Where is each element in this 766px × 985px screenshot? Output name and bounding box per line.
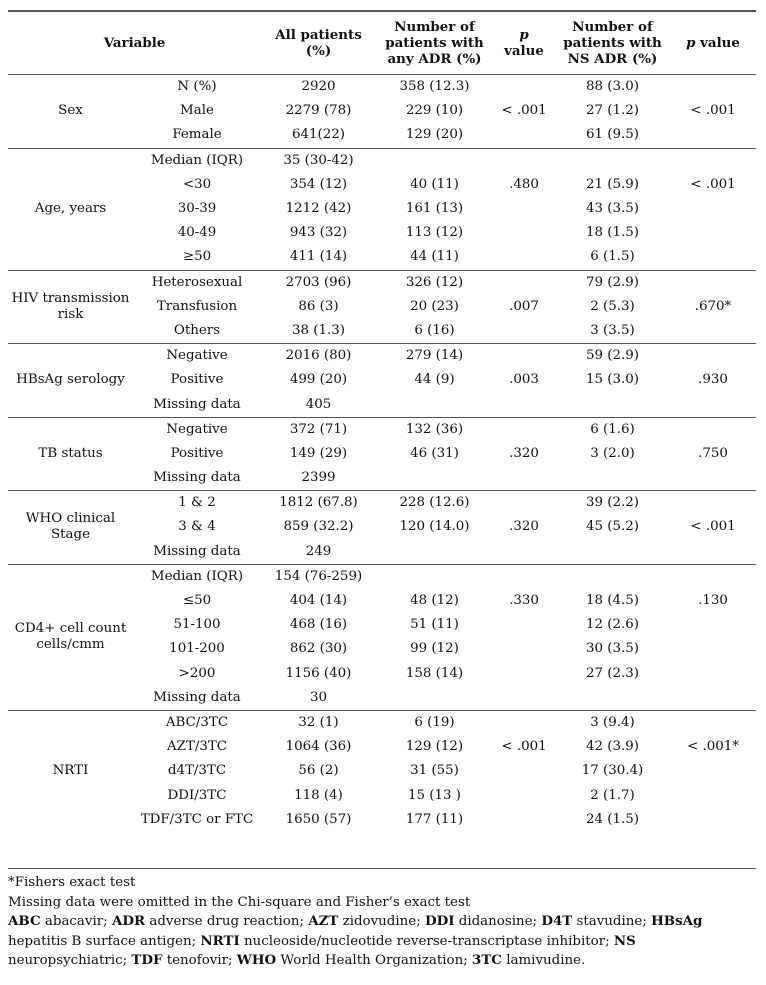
any-adr-cell: 20 (23): [410, 298, 459, 314]
ns-p-value-cell: [670, 686, 756, 711]
ns-p-value-cell: [670, 466, 756, 491]
header-variable: Variable: [8, 11, 261, 75]
all-patients-cell: 411 (14): [289, 249, 348, 265]
abbreviation-term: WHO: [236, 952, 277, 968]
ns-adr-cell: 17 (30.4): [581, 763, 644, 779]
p-value-cell: [493, 613, 555, 637]
all-patients-cell: 372 (71): [261, 417, 376, 442]
all-patients-cell: 404 (14): [289, 593, 348, 609]
ns-p-value-cell: .670*: [694, 298, 732, 314]
subcategory: <30: [182, 176, 212, 192]
abbreviation-definition: lamivudine.: [506, 953, 586, 968]
any-adr-cell: 132 (36): [376, 417, 493, 442]
ns-p-value-cell: .930: [698, 372, 728, 388]
ns-p-value-cell: [670, 613, 756, 637]
group-0: [8, 75, 756, 149]
group-7: [8, 710, 756, 831]
p-value-cell: [493, 686, 555, 711]
ns-p-value-cell: [670, 197, 756, 221]
abbreviation-definition: hepatitis B surface antigen;: [8, 933, 197, 949]
subcategory: ≥50: [182, 249, 212, 265]
abbreviation-term: TDF: [131, 952, 163, 968]
group-5: [8, 491, 756, 565]
ns-p-value-cell: [670, 662, 756, 686]
ns-adr-cell: 61 (9.5): [585, 127, 640, 143]
ns-adr-cell: 27 (1.2): [585, 103, 640, 119]
subcategory: Heterosexual: [133, 270, 261, 295]
ns-p-value-cell: .750: [698, 445, 728, 461]
all-patients-cell: 30: [309, 689, 328, 705]
subcategory: >200: [178, 665, 216, 681]
subcategory: 3 & 4: [178, 519, 216, 535]
p-value-cell: [493, 491, 555, 516]
subcategory: Transfusion: [156, 298, 238, 314]
any-adr-cell: 129 (12): [405, 739, 464, 755]
all-patients-cell: 56 (2): [298, 763, 339, 779]
ns-adr-cell: [555, 392, 670, 417]
p-value-cell: [493, 148, 555, 173]
abbreviation-definition: didanosine;: [458, 914, 538, 929]
ns-adr-cell: 3 (3.5): [590, 322, 635, 338]
p-value-word: value: [700, 35, 740, 51]
ns-adr-cell: 88 (3.0): [585, 79, 640, 95]
ns-adr-cell: [555, 686, 670, 711]
p-value-cell: .007: [509, 298, 539, 314]
any-adr-cell: 51 (11): [410, 617, 459, 633]
abbreviation-term: ABC: [8, 913, 41, 929]
ns-adr-cell: 39 (2.2): [555, 491, 670, 516]
ns-p-value-cell: [670, 148, 756, 173]
ns-adr-cell: 21 (5.9): [585, 176, 640, 192]
ns-adr-cell: 18 (1.5): [585, 225, 640, 241]
p-value-cell: [493, 466, 555, 491]
p-value-cell: .320: [509, 445, 539, 461]
ns-p-value-cell: [670, 759, 756, 783]
p-value-cell: [493, 245, 555, 270]
any-adr-cell: 46 (31): [410, 445, 459, 461]
abbreviation-term: D4T: [541, 913, 573, 929]
ns-p-value-cell: < .001: [690, 176, 736, 192]
subcategory: Missing data: [153, 470, 241, 486]
ns-p-value-cell: < .001: [690, 103, 736, 119]
ns-p-value-cell: [670, 245, 756, 270]
any-adr-cell: 113 (12): [405, 225, 464, 241]
any-adr-cell: 44 (9): [414, 372, 455, 388]
p-value-cell: [493, 75, 555, 100]
any-adr-cell: 120 (14.0): [399, 519, 470, 535]
header-all-patients: All patients (%): [261, 11, 376, 75]
any-adr-cell: 99 (12): [410, 641, 459, 657]
all-patients-cell: 1650 (57): [285, 811, 352, 827]
subcategory: Negative: [133, 344, 261, 369]
ns-p-value-cell: [670, 270, 756, 295]
subcategory: 40-49: [177, 225, 217, 241]
subcategory: Median (IQR): [133, 564, 261, 589]
all-patients-cell: 2703 (96): [261, 270, 376, 295]
subcategory: Negative: [133, 417, 261, 442]
all-patients-cell: 154 (76-259): [261, 564, 376, 589]
all-patients-cell: 38 (1.3): [291, 322, 346, 338]
p-symbol: p: [519, 27, 529, 43]
abbreviation-term: NS: [613, 932, 636, 949]
p-value-cell: [493, 319, 555, 344]
any-adr-cell: [376, 564, 493, 589]
p-value-cell: [493, 392, 555, 417]
header-any-adr: Number of patients with any ADR (%): [376, 11, 493, 75]
ns-p-value-cell: [670, 564, 756, 589]
any-adr-cell: [376, 392, 493, 417]
subcategory: Missing data: [153, 396, 241, 412]
p-value-cell: [493, 662, 555, 686]
adr-table: [8, 10, 756, 832]
abbreviation-definition: World Health Organization;: [280, 953, 468, 968]
abbreviation-term: 3TC: [472, 952, 502, 968]
ns-adr-cell: 2 (1.7): [590, 787, 635, 803]
ns-adr-cell: 3 (9.4): [555, 710, 670, 735]
p-value-cell: [493, 637, 555, 661]
ns-adr-cell: 30 (3.5): [585, 641, 640, 657]
ns-adr-cell: 45 (5.2): [585, 519, 640, 535]
subcategory: 1 & 2: [133, 491, 261, 516]
subcategory: ≤50: [182, 593, 212, 609]
abbreviation-term: HBsAg: [651, 913, 703, 929]
p-value-cell: [493, 710, 555, 735]
p-value-cell: [493, 123, 555, 148]
ns-p-value-cell: [670, 783, 756, 807]
subcategory: Missing data: [153, 543, 241, 559]
subcategory: Median (IQR): [133, 148, 261, 173]
any-adr-cell: 31 (55): [410, 763, 459, 779]
all-patients-cell: 354 (12): [289, 176, 348, 192]
ns-p-value-cell: < .001: [690, 519, 736, 535]
ns-p-value-cell: .130: [698, 593, 728, 609]
variable-label: HBsAg serology: [8, 344, 133, 418]
any-adr-cell: 48 (12): [410, 593, 459, 609]
any-adr-cell: 6 (19): [376, 710, 493, 735]
ns-adr-cell: 42 (3.9): [585, 739, 640, 755]
subcategory: Others: [173, 322, 221, 338]
variable-label: NRTI: [8, 710, 133, 831]
subcategory: DDI/3TC: [167, 787, 227, 803]
ns-adr-cell: 79 (2.9): [555, 270, 670, 295]
abbreviation-definition: neuropsychiatric;: [8, 953, 128, 968]
any-adr-cell: 229 (10): [405, 103, 464, 119]
ns-adr-cell: [555, 148, 670, 173]
p-value-word: value: [504, 43, 544, 59]
ns-p-value-cell: [670, 808, 756, 832]
ns-adr-cell: 15 (3.0): [585, 372, 640, 388]
abbreviation-definition: abacavir;: [44, 914, 108, 929]
all-patients-cell: 32 (1): [261, 710, 376, 735]
any-adr-cell: 228 (12.6): [376, 491, 493, 516]
variable-label: Age, years: [8, 148, 133, 270]
subcategory: 30-39: [177, 201, 217, 217]
subcategory: AZT/3TC: [166, 739, 228, 755]
group-1: [8, 148, 756, 270]
ns-adr-cell: [555, 466, 670, 491]
any-adr-cell: 15 (13 ): [407, 787, 462, 803]
ns-p-value-cell: [670, 344, 756, 369]
abbreviation-term: ADR: [111, 913, 146, 929]
abbreviation-term: NRTI: [200, 932, 240, 949]
abbreviation-term: DDI: [424, 913, 455, 929]
subcategory: Positive: [170, 372, 224, 388]
subcategory: 101-200: [169, 641, 225, 657]
ns-adr-cell: 2 (5.3): [590, 298, 635, 314]
p-value-cell: [493, 783, 555, 807]
variable-label: Sex: [58, 103, 83, 119]
group-4: [8, 417, 756, 491]
table-row: [8, 148, 756, 173]
ns-p-value-cell: [670, 417, 756, 442]
ns-adr-cell: [555, 564, 670, 589]
all-patients-cell: 1812 (67.8): [261, 491, 376, 516]
ns-p-value-cell: [670, 123, 756, 148]
p-value-cell: [493, 270, 555, 295]
subcategory: TDF/3TC or FTC: [140, 811, 254, 827]
all-patients-cell: 2016 (80): [261, 344, 376, 369]
ns-adr-cell: 6 (1.6): [555, 417, 670, 442]
any-adr-cell: 326 (12): [376, 270, 493, 295]
ns-p-value-cell: [670, 319, 756, 344]
any-adr-cell: [376, 540, 493, 565]
any-adr-cell: 279 (14): [376, 344, 493, 369]
all-patients-cell: 249: [305, 543, 332, 559]
ns-p-value-cell: [670, 392, 756, 417]
ns-p-value-cell: [670, 540, 756, 565]
header-p-value-2: [670, 11, 756, 75]
subcategory: N (%): [177, 79, 217, 95]
abbreviation-definition: stavudine;: [576, 914, 647, 929]
variable-label: WHO clinical Stage: [8, 491, 133, 565]
all-patients-cell: 1156 (40): [285, 665, 352, 681]
subcategory: Missing data: [153, 689, 241, 705]
p-value-cell: [493, 344, 555, 369]
ns-adr-cell: 43 (3.5): [585, 201, 640, 217]
ns-p-value-cell: < .001*: [687, 739, 739, 755]
footnote-abbreviations: [8, 912, 756, 971]
group-6: [8, 564, 756, 710]
subcategory: d4T/3TC: [167, 763, 227, 779]
table-row: [8, 344, 756, 369]
all-patients-cell: 405: [305, 396, 332, 412]
any-adr-cell: 161 (13): [405, 201, 464, 217]
footnote-missing: Missing data were omitted in the Chi-square and Fisher’s exact test: [8, 894, 471, 910]
any-adr-cell: [376, 686, 493, 711]
all-patients-cell: 2399: [301, 470, 336, 486]
ns-adr-cell: 24 (1.5): [585, 811, 640, 827]
footnote-fisher: *Fishers exact test: [8, 875, 136, 890]
header-p-value-1: [493, 11, 555, 75]
all-patients-cell: 2279 (78): [285, 103, 352, 119]
ns-adr-cell: 18 (4.5): [585, 593, 640, 609]
ns-p-value-cell: [670, 75, 756, 100]
subcategory: Male: [180, 103, 214, 119]
table-row: [8, 270, 756, 295]
all-patients-cell: 2920: [301, 79, 336, 95]
p-value-cell: [493, 540, 555, 565]
subcategory: Positive: [170, 445, 224, 461]
p-value-cell: .480: [509, 176, 539, 192]
any-adr-cell: 44 (11): [410, 249, 459, 265]
table-row: [8, 417, 756, 442]
subcategory: ABC/3TC: [133, 710, 261, 735]
header-ns-adr: Number of patients with NS ADR (%): [555, 11, 670, 75]
ns-adr-cell: 12 (2.6): [585, 617, 640, 633]
table-row: [8, 75, 756, 100]
variable-label: TB status: [8, 417, 133, 491]
ns-adr-cell: 27 (2.3): [585, 665, 640, 681]
subcategory: Female: [172, 127, 222, 143]
all-patients-cell: 862 (30): [289, 641, 348, 657]
abbreviation-term: AZT: [308, 913, 339, 929]
ns-p-value-cell: [670, 221, 756, 245]
any-adr-cell: [376, 466, 493, 491]
p-value-cell: < .001: [501, 739, 547, 755]
all-patients-cell: 86 (3): [298, 298, 339, 314]
ns-adr-cell: 59 (2.9): [555, 344, 670, 369]
variable-label: CD4+ cell count cells/cmm: [8, 564, 133, 710]
group-3: [8, 344, 756, 418]
all-patients-cell: 468 (16): [289, 617, 348, 633]
group-2: [8, 270, 756, 344]
all-patients-cell: 1212 (42): [285, 201, 352, 217]
table-row: [8, 710, 756, 735]
ns-p-value-cell: [670, 710, 756, 735]
abbreviation-definition: nucleoside/nucleotide reverse-transcriptase inhibitor;: [243, 933, 610, 949]
ns-adr-cell: 3 (2.0): [590, 445, 635, 461]
variable-label: HIV transmission risk: [8, 270, 133, 344]
any-adr-cell: 6 (16): [414, 322, 455, 338]
ns-p-value-cell: [670, 637, 756, 661]
p-value-cell: [493, 564, 555, 589]
table-row: [8, 564, 756, 589]
abbreviation-definition: tenofovir;: [166, 953, 233, 968]
all-patients-cell: 149 (29): [289, 445, 348, 461]
all-patients-cell: 118 (4): [294, 787, 343, 803]
any-adr-cell: [376, 148, 493, 173]
any-adr-cell: 158 (14): [405, 665, 464, 681]
all-patients-cell: 943 (32): [289, 225, 348, 241]
all-patients-cell: 499 (20): [289, 372, 348, 388]
p-value-cell: [493, 759, 555, 783]
p-value-cell: [493, 808, 555, 832]
abbreviation-definition: adverse drug reaction;: [149, 914, 304, 929]
table-row: [8, 491, 756, 516]
all-patients-cell: 859 (32.2): [283, 519, 354, 535]
p-value-cell: .003: [509, 372, 539, 388]
any-adr-cell: 40 (11): [410, 176, 459, 192]
p-value-cell: .330: [509, 593, 539, 609]
p-value-cell: [493, 417, 555, 442]
p-value-cell: < .001: [501, 103, 547, 119]
p-value-cell: .320: [509, 519, 539, 535]
header-row: [8, 11, 756, 75]
all-patients-cell: 1064 (36): [285, 739, 352, 755]
ns-p-value-cell: [670, 491, 756, 516]
abbreviation-definition: zidovudine;: [342, 914, 421, 929]
p-value-cell: [493, 197, 555, 221]
subcategory: 51-100: [173, 617, 221, 633]
any-adr-cell: 177 (11): [405, 811, 464, 827]
p-symbol: p: [686, 35, 696, 51]
table-footnotes: [8, 868, 756, 971]
ns-adr-cell: 6 (1.5): [590, 249, 635, 265]
any-adr-cell: 358 (12.3): [399, 79, 470, 95]
p-value-cell: [493, 221, 555, 245]
all-patients-cell: 35 (30-42): [261, 148, 376, 173]
any-adr-cell: 129 (20): [405, 127, 464, 143]
all-patients-cell: 641(22): [291, 127, 346, 143]
ns-adr-cell: [555, 540, 670, 565]
